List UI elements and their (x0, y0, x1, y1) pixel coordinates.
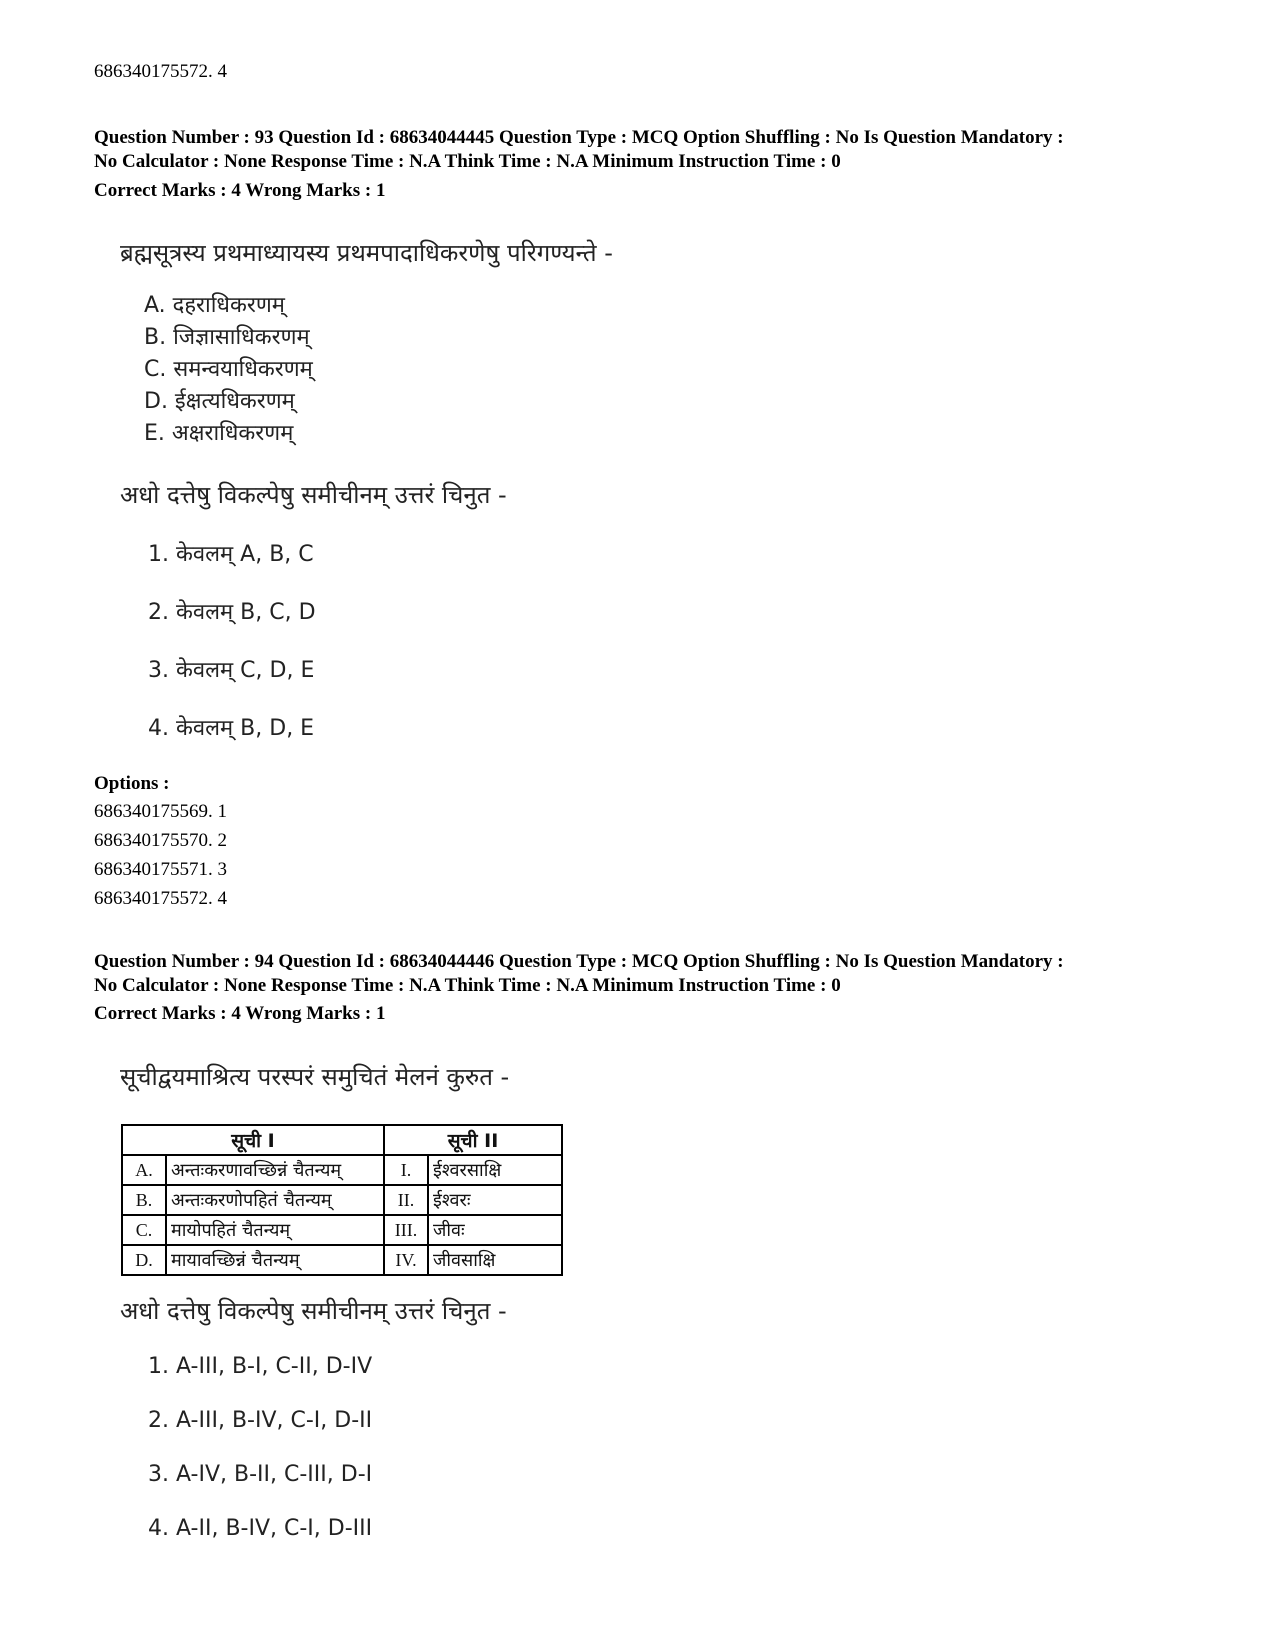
q93-marks: Correct Marks : 4 Wrong Marks : 1 (94, 180, 386, 201)
q93-header-line1: Question Number : 93 Question Id : 68634044445 Question Type : MCQ Option Shuffling : No Is Question Mandatory : (94, 127, 1064, 148)
q93-header (94, 126, 1204, 174)
list-2-item: ईश्वरसाक्षि (428, 1155, 562, 1185)
row-numeral: II. (384, 1185, 428, 1215)
table-row (122, 1245, 562, 1275)
list-1-item: मायावच्छिन्नं चैतन्यम् (166, 1245, 384, 1275)
q94-header-line2: No Calculator : None Response Time : N.A Think Time : N.A Minimum Instruction Time : 0 (94, 975, 841, 996)
list-2-item: जीवसाक्षि (428, 1245, 562, 1275)
q94-match-table (121, 1124, 563, 1276)
table-row (122, 1215, 562, 1245)
q93-stem: ब्रह्मसूत्रस्य प्रथमाध्यायस्य प्रथमपादाधिकरणेषु परिगण्यन्ते - (120, 239, 613, 267)
q93-item-b: B. जिज्ञासाधिकरणम् (144, 325, 310, 350)
q93-choice-1: 1. केवलम् A, B, C (148, 542, 314, 567)
table-row (122, 1155, 562, 1185)
q94-header (94, 950, 1204, 998)
q93-instruction: अधो दत्तेषु विकल्पेषु समीचीनम् उत्तरं चिनुत - (120, 481, 507, 509)
list-1-item: अन्तःकरणावच्छिन्नं चैतन्यम् (166, 1155, 384, 1185)
list-2-header: सूची II (384, 1125, 562, 1155)
list-2-item: जीवः (428, 1215, 562, 1245)
list-1-item: मायोपहितं चैतन्यम् (166, 1215, 384, 1245)
q94-choice-3: 3. A-IV, B-II, C-III, D-I (148, 1462, 373, 1487)
table-row (122, 1185, 562, 1215)
row-letter: A. (122, 1155, 166, 1185)
q94-choice-4: 4. A-II, B-IV, C-I, D-III (148, 1516, 373, 1541)
q93-option-1: 686340175569. 1 (94, 801, 227, 822)
q93-option-2: 686340175570. 2 (94, 830, 227, 851)
q93-options-label: Options : (94, 773, 170, 794)
previous-option-line: 686340175572. 4 (94, 61, 227, 82)
q94-stem: सूचीद्वयमाश्रित्य परस्परं समुचितं मेलनं कुरुत - (120, 1063, 510, 1091)
table-header-row (122, 1125, 562, 1155)
q93-choice-4: 4. केवलम् B, D, E (148, 716, 315, 741)
q93-item-c: C. समन्वयाधिकरणम् (144, 357, 313, 382)
q94-choice-2: 2. A-III, B-IV, C-I, D-II (148, 1408, 373, 1433)
q93-item-a: A. दहराधिकरणम् (144, 293, 285, 318)
row-letter: C. (122, 1215, 166, 1245)
q93-item-d: D. ईक्षत्यधिकरणम् (144, 389, 295, 414)
q93-option-4: 686340175572. 4 (94, 888, 227, 909)
row-numeral: III. (384, 1215, 428, 1245)
q93-option-3: 686340175571. 3 (94, 859, 227, 880)
q93-item-e: E. अक्षराधिकरणम् (144, 421, 294, 446)
q94-choice-1: 1. A-III, B-I, C-II, D-IV (148, 1354, 373, 1379)
q94-instruction: अधो दत्तेषु विकल्पेषु समीचीनम् उत्तरं चिनुत - (120, 1297, 507, 1325)
list-2-item: ईश्वरः (428, 1185, 562, 1215)
q93-options-list (94, 797, 227, 913)
row-letter: B. (122, 1185, 166, 1215)
row-numeral: IV. (384, 1245, 428, 1275)
q93-choice-3: 3. केवलम् C, D, E (148, 658, 315, 683)
q94-header-line1: Question Number : 94 Question Id : 68634044446 Question Type : MCQ Option Shuffling : No Is Question Mandatory : (94, 951, 1064, 972)
list-1-item: अन्तःकरणोपहितं चैतन्यम् (166, 1185, 384, 1215)
row-letter: D. (122, 1245, 166, 1275)
q93-choice-2: 2. केवलम् B, C, D (148, 600, 316, 625)
row-numeral: I. (384, 1155, 428, 1185)
list-1-header: सूची I (122, 1125, 384, 1155)
q93-header-line2: No Calculator : None Response Time : N.A Think Time : N.A Minimum Instruction Time : 0 (94, 151, 841, 172)
q94-marks: Correct Marks : 4 Wrong Marks : 1 (94, 1003, 386, 1024)
